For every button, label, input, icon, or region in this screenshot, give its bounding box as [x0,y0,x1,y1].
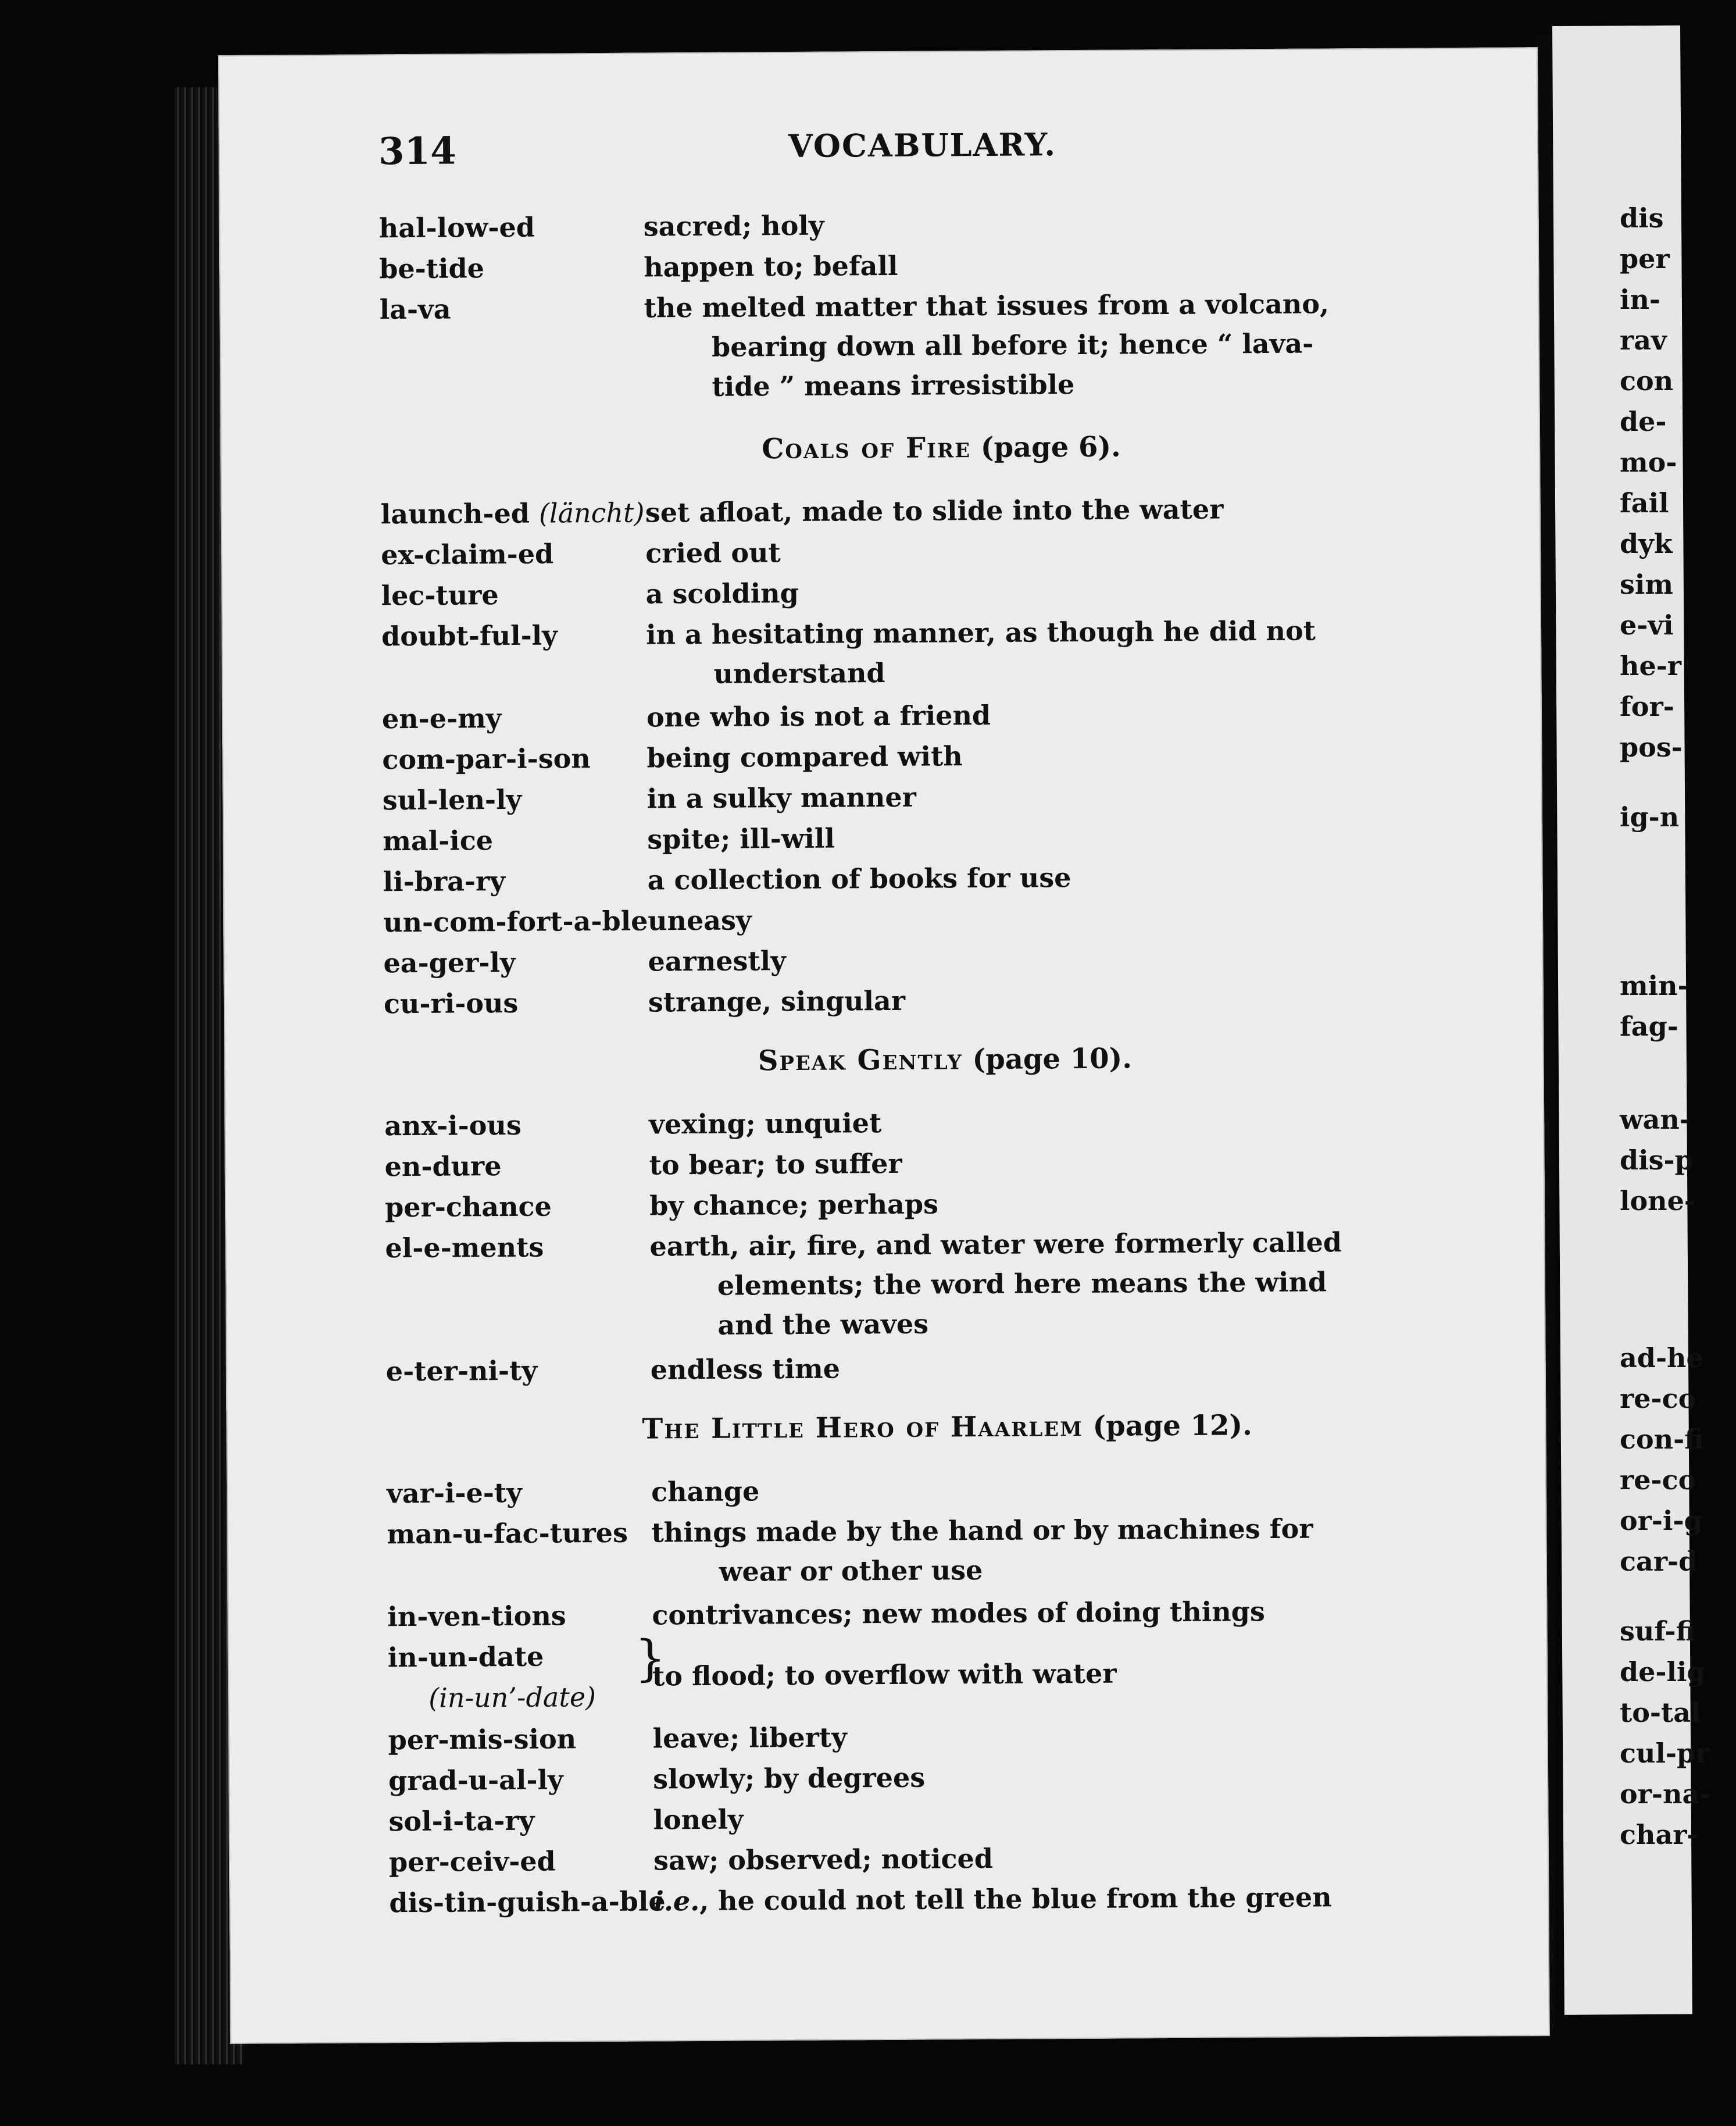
headword [387,1513,628,1554]
headword-text: en-e-my [381,702,502,735]
facing-fragment: cul-pr [1620,1738,1710,1769]
headword [387,1596,566,1636]
section-title [642,1406,1252,1449]
headword [385,1228,544,1268]
headword-text: lec-ture [381,579,499,612]
facing-fragment: ad-he [1620,1342,1703,1374]
facing-fragment: for- [1620,691,1674,722]
headword [381,575,498,615]
headword [383,901,648,943]
definition [646,732,1728,777]
headword-text: li-bra-ry [383,865,506,898]
definition [649,1098,1730,1144]
headword [381,534,553,575]
definition [652,1712,1734,1758]
headword [386,1351,538,1392]
definition-line: a collection of books for use [647,862,1071,896]
headword-text: ea-ger-ly [383,946,516,979]
headword-text: un-com-fort-a-ble [383,905,648,939]
definition-first-line [653,1881,1332,1917]
definition-line: leave; liberty [652,1721,847,1754]
section-title-page: (page 12). [1083,1409,1253,1443]
headword [383,943,516,983]
brace-glyph: } [634,1629,666,1687]
definition-line: wear or other use [719,1554,983,1588]
headword-text: hal-low-ed [378,211,535,244]
definition [644,200,1725,246]
headword-pronunciation: (in-un’-date) [428,1681,596,1714]
definition-line: happen to; befall [644,249,898,283]
headword [383,780,522,820]
headword [383,861,505,901]
headword [388,1801,534,1842]
headword-text: grad-u-al-ly [388,1764,563,1797]
facing-fragment: or-i-g [1620,1505,1703,1536]
definition [648,935,1729,981]
definition [644,241,1725,287]
facing-fragment: re-co [1620,1464,1696,1496]
headword-text: com-par-i-son [382,743,591,776]
facing-fragment: char- [1620,1819,1698,1850]
definition [653,1834,1735,1880]
definition-line: slowly; by degrees [652,1761,926,1795]
definition-line: endless time [650,1353,841,1386]
definition [652,1650,1734,1696]
definition-line: elements; the word here means the wind [717,1266,1327,1301]
definition-line: in a sulky manner [646,781,917,815]
headword-text: dis-tin-guish-a-ble [389,1885,666,1919]
definition-line: a scolding [645,577,799,610]
headword-text: sol-i-ta-ry [388,1804,535,1838]
facing-fragment: dis-p [1620,1144,1694,1176]
headword-text: mal-ice [383,825,494,857]
definition-line: contrivances; new modes of doing things [652,1596,1265,1631]
facing-fragment: per [1620,243,1670,274]
running-head: VOCABULARY. [788,126,1057,165]
definition-line: things made by the hand or by machines for [651,1513,1313,1549]
facing-fragment: sim [1620,569,1674,600]
definition-line: strange, singular [648,984,906,1018]
definition-abbrev: i.e. [653,1885,700,1917]
definition-line: one who is not a friend [646,699,991,733]
headword [384,1146,501,1186]
facing-fragment: re-co [1620,1383,1696,1414]
headword-text: anx-i-ous [384,1109,521,1142]
page-number: 314 [378,129,456,174]
definition-line: earth, air, fire, and water were formerly called [649,1226,1342,1262]
facing-fragment: dis [1620,202,1664,234]
headword-text: be-tide [379,252,485,285]
headword [383,821,493,861]
section-title-name: Speak Gently [758,1043,963,1078]
definition [653,1753,1734,1799]
definition-line: being compared with [646,740,963,774]
section-title-name: The Little Hero of Haarlem [642,1410,1083,1446]
section-title-page: (page 10). [962,1042,1133,1076]
headword-text: en-dure [384,1150,502,1183]
headword-text: per-mis-sion [388,1723,577,1756]
headword [388,1760,563,1800]
definition-line: saw; observed; noticed [653,1842,994,1877]
headword-text: per-chance [384,1190,552,1223]
facing-fragment: fail [1620,487,1669,519]
definition [648,976,1730,1022]
headword-text: launch-ed [380,497,530,530]
headword-text: var-i-e-ty [386,1476,523,1510]
definition [652,1589,1733,1635]
definition [645,527,1727,573]
definition [651,1465,1733,1511]
definition [646,691,1728,737]
definition-line: in a hesitating manner, as though he did not [645,615,1316,651]
definition-line: to flood; to overflow with water [652,1657,1117,1692]
section-title [758,1039,1133,1080]
definition [653,1875,1735,1921]
facing-fragment: con [1620,365,1674,397]
pronunciation: (läncht) [538,497,645,529]
facing-fragment: wan- [1620,1104,1691,1135]
facing-fragment: suf-fi [1620,1615,1696,1647]
definition-line: vexing; unquiet [649,1107,882,1140]
definition [647,813,1728,859]
headword [385,1187,552,1228]
definition [649,1139,1730,1185]
definition-line: by chance; perhaps [649,1188,939,1222]
section-title [762,427,1121,469]
definition-line: to bear; to suffer [649,1147,902,1181]
headword [384,1105,521,1146]
facing-fragment: pos- [1620,732,1683,763]
headword [389,1842,556,1882]
headword [382,739,591,779]
facing-fragment: car-d [1620,1546,1698,1577]
headword-text: la-va [379,293,451,326]
facing-fragment: ig-n [1620,801,1680,833]
definition-line: change [651,1475,760,1508]
definition-line: set afloat, made to slide into the water [645,493,1224,529]
facing-fragment: to-tal [1620,1697,1701,1728]
section-title-name: Coals of Fire [761,431,971,466]
definition-line: tide ” means irresistible [712,369,1075,402]
definition [651,1506,1733,1592]
headword-text: ex-claim-ed [381,538,554,571]
headword-text: in-ven-tions [387,1600,566,1633]
facing-fragment: lone- [1620,1185,1695,1217]
definition-line: earnestly [648,945,787,978]
definition-line: spite; ill-will [647,822,835,855]
headword-text: el-e-ments [385,1231,544,1264]
section-title-page: (page 6). [970,430,1121,465]
facing-fragment: rav [1620,324,1667,356]
facing-fragment: he-r [1620,650,1682,682]
definition-line: bearing down all before it; hence “ lava- [711,327,1314,363]
headword-text: doubt-ful-ly [381,619,558,652]
definition-line: sacred; holy [643,209,824,242]
headword [381,615,558,656]
headword [388,1719,576,1760]
facing-fragment: min- [1620,970,1689,1001]
facing-fragment: or-na- [1620,1778,1711,1810]
definition [645,486,1727,532]
definition [648,894,1729,940]
facing-fragment: dyk [1620,528,1673,559]
facing-fragment: e-vi [1620,609,1674,641]
definition-line: uneasy [647,904,752,937]
definition [646,608,1728,694]
headword [379,248,484,288]
headword [384,983,519,1023]
headword-text: man-u-fac-tures [387,1517,628,1550]
facing-fragment: fag- [1620,1011,1678,1042]
definition-line: and the waves [717,1308,929,1341]
definition-line: the melted matter that issues from a volcano, [644,288,1330,324]
definition [653,1793,1734,1839]
definition [645,568,1727,613]
headword [381,493,645,534]
headword-text: e-ter-ni-ty [385,1354,538,1387]
facing-fragment: de-lig [1620,1656,1706,1688]
headword-text: in-un-date [387,1640,544,1674]
definition-line: lonely [653,1803,744,1836]
headword [387,1473,522,1513]
definition-line: cried out [645,537,781,569]
headword [382,698,502,739]
headword [389,1881,666,1922]
facing-fragment: con-fi [1620,1424,1704,1455]
definition [649,1179,1731,1225]
facing-fragment: de- [1620,406,1667,437]
definition-line: understand [713,657,885,690]
headword-text: cu-ri-ous [383,987,519,1020]
definition [644,281,1726,406]
book-page [218,47,1550,2044]
headword [379,290,451,330]
definition [647,854,1728,900]
definition [649,1220,1731,1345]
definition [651,1343,1732,1389]
headword [388,1637,544,1678]
headword [379,208,535,248]
definition-line: , he could not tell the blue from the green [699,1881,1332,1917]
facing-fragment: in- [1620,284,1661,315]
definition [647,772,1728,818]
facing-fragment: mo- [1620,447,1677,478]
headword-text: sul-len-ly [382,783,522,816]
headword-text: per-ceiv-ed [388,1845,556,1878]
